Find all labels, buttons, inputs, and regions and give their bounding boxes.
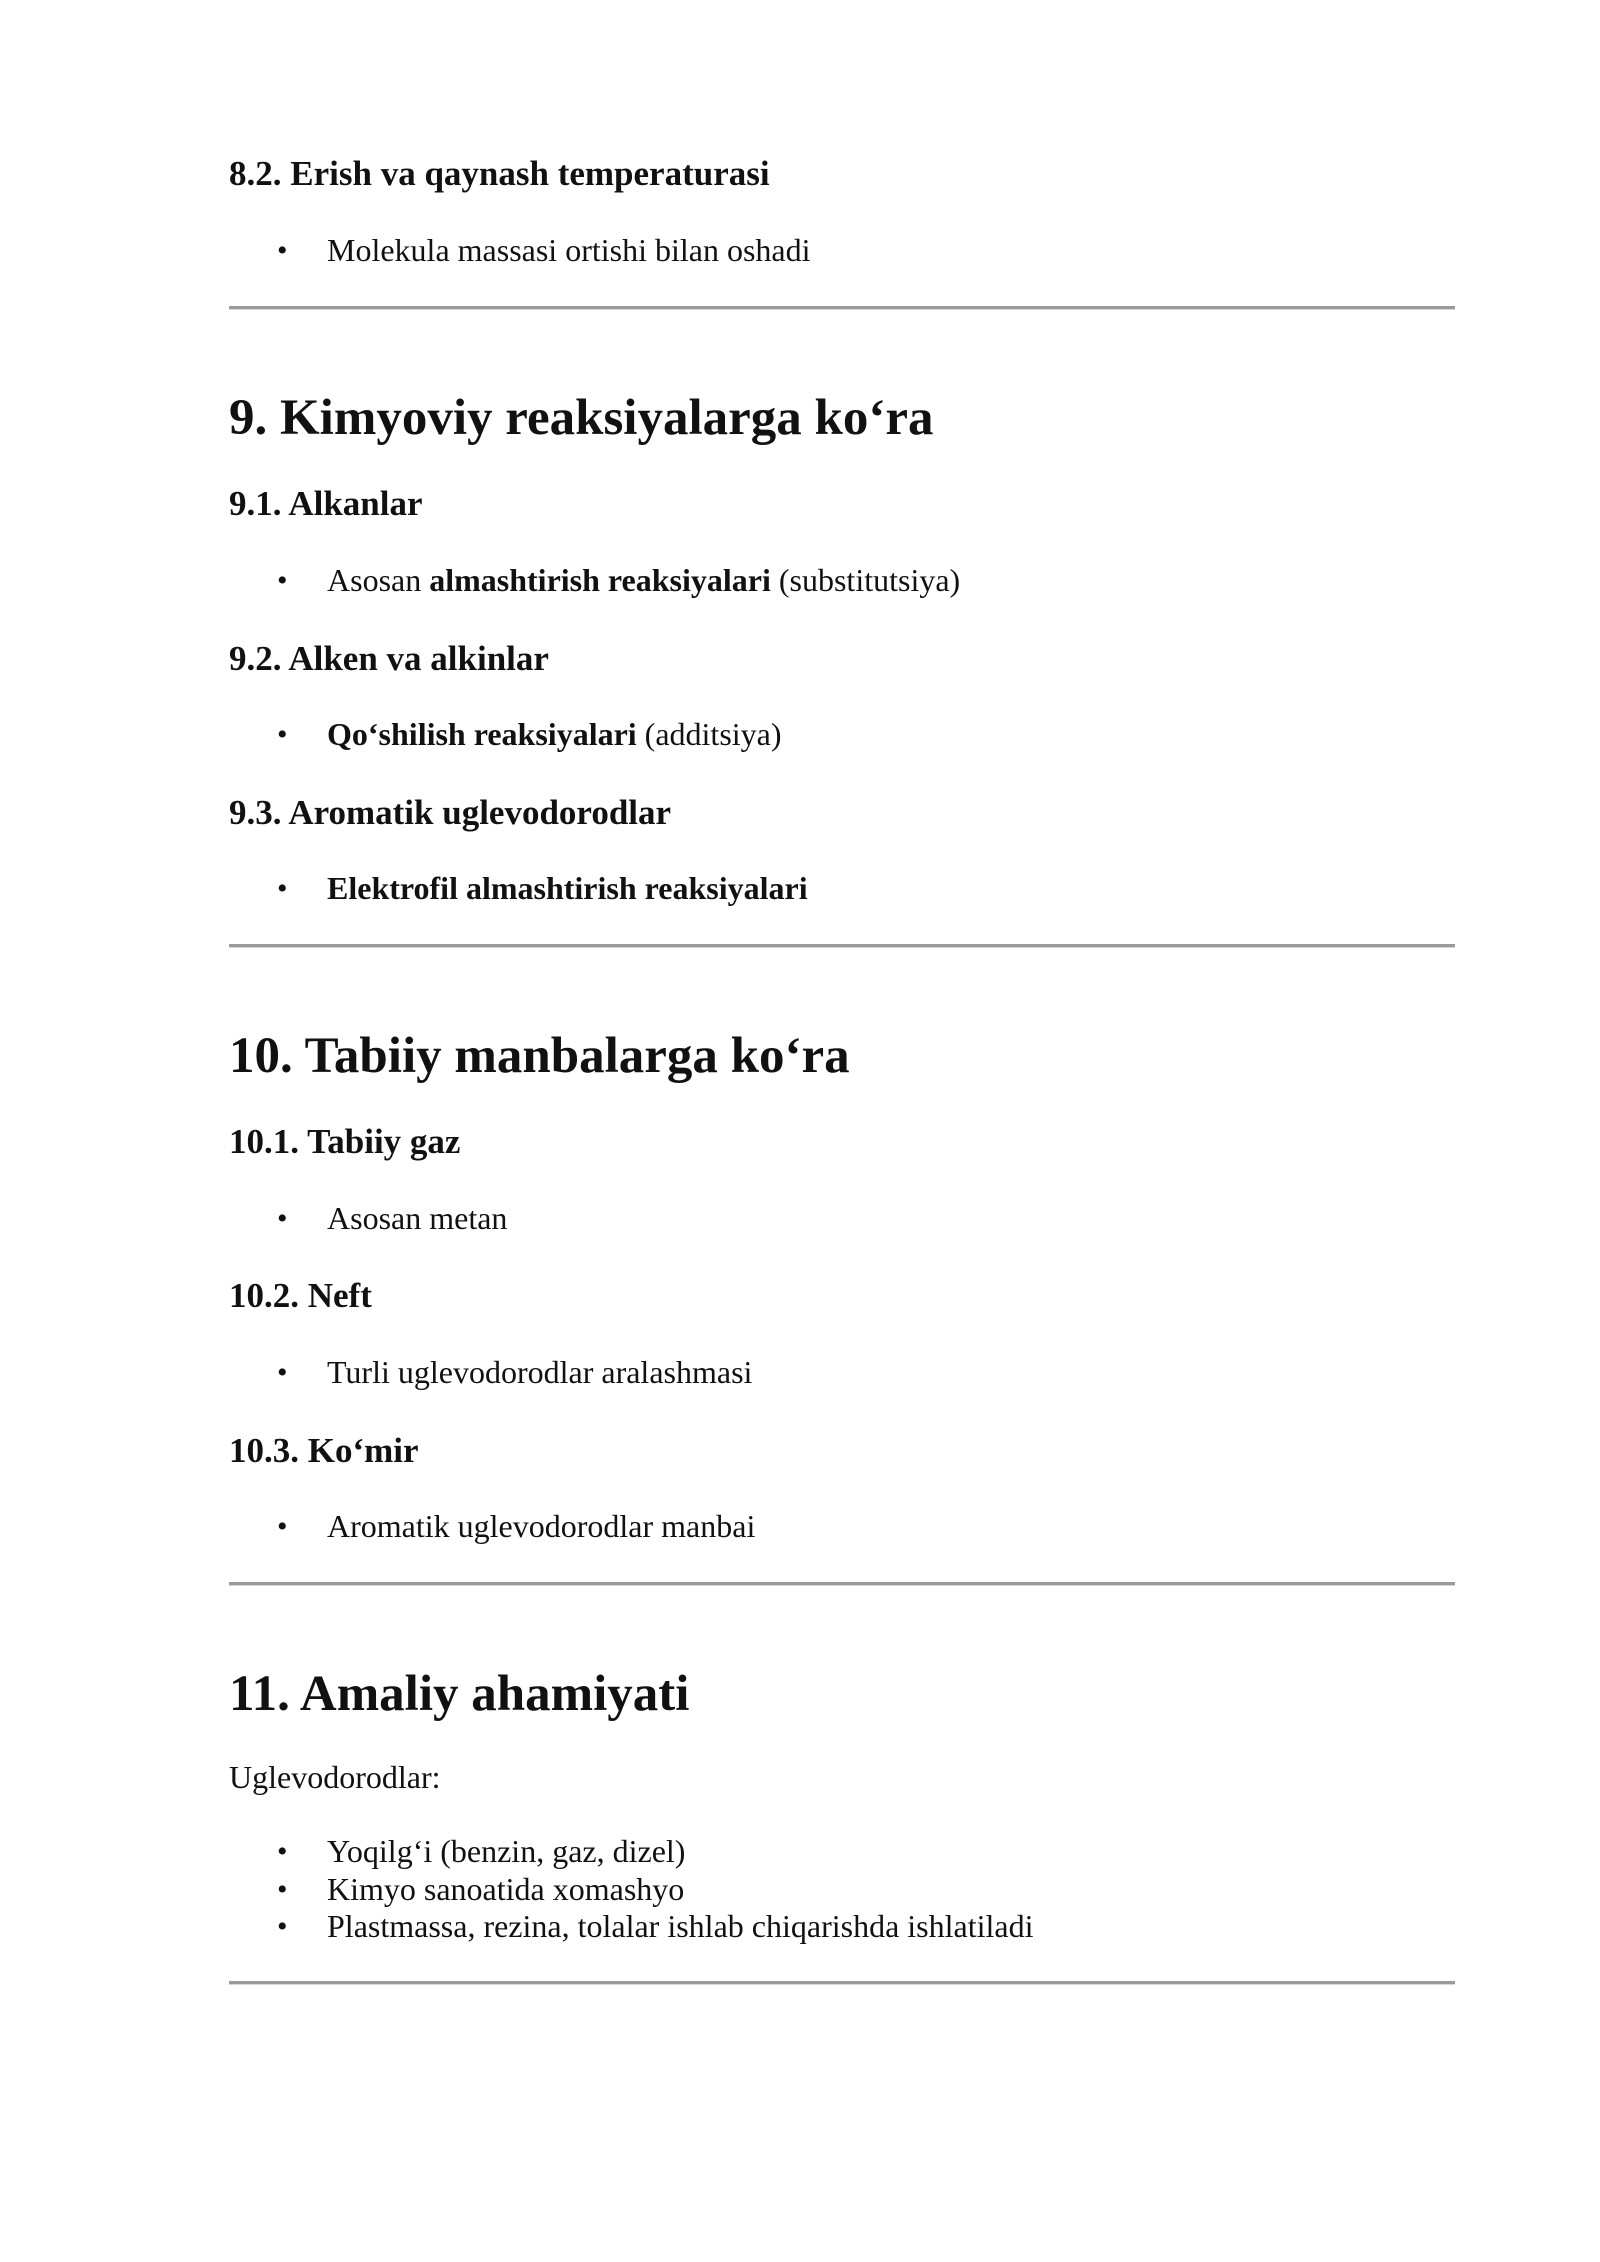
list-item: • Aromatik uglevodorodlar manbai <box>277 1508 756 1544</box>
bullet-icon: • <box>277 718 288 751</box>
section-9-1-list <box>229 562 960 600</box>
bullet-icon: • <box>277 872 288 905</box>
section-11-list <box>229 1833 1033 1946</box>
section-10-2-list <box>229 1354 752 1392</box>
bullet-icon: • <box>277 1872 288 1906</box>
section-9-heading: 9. Kimyoviy reaksiyalarga ko‘ra <box>229 390 934 446</box>
section-divider <box>229 306 1455 310</box>
list-item: • Elektrofil almashtirish reaksiyalari <box>277 870 808 906</box>
section-9-3-heading: 9.3. Aromatik uglevodorodlar <box>229 793 672 832</box>
section-9-3-list <box>229 870 808 908</box>
section-10-heading: 10. Tabiiy manbalarga ko‘ra <box>229 1028 850 1084</box>
section-divider <box>229 1981 1455 1985</box>
section-9-1-heading: 9.1. Alkanlar <box>229 484 423 523</box>
list-item: • Yoqilg‘i (benzin, gaz, dizel) <box>277 1833 686 1869</box>
bullet-icon: • <box>277 1356 288 1389</box>
section-10-3-list <box>229 1508 755 1546</box>
section-11-intro: Uglevodorodlar: <box>229 1759 441 1795</box>
section-9-2-list <box>229 716 782 754</box>
list-item: • Asosan almashtirish reaksiyalari (substitutsiya) <box>277 562 961 598</box>
bullet-icon: • <box>277 1510 288 1543</box>
bullet-icon: • <box>277 564 288 597</box>
section-8-2-heading: 8.2. Erish va qaynash temperaturasi <box>229 154 770 193</box>
bullet-icon: • <box>277 1202 288 1235</box>
section-8-2-list <box>229 232 811 270</box>
section-10-1-heading: 10.1. Tabiiy gaz <box>229 1122 461 1161</box>
bullet-icon: • <box>277 1910 288 1943</box>
bullet-icon: • <box>277 1835 288 1868</box>
section-10-3-heading: 10.3. Ko‘mir <box>229 1431 419 1470</box>
list-item: • Asosan metan <box>277 1200 508 1236</box>
list-item: • Molekula massasi ortishi bilan oshadi <box>277 232 811 268</box>
section-divider <box>229 1582 1455 1586</box>
section-10-2-heading: 10.2. Neft <box>229 1276 372 1315</box>
list-item: • Plastmassa, rezina, tolalar ishlab chiqarishda ishlatiladi <box>277 1908 1034 1944</box>
list-item: • Kimyo sanoatida xomashyo <box>277 1870 685 1907</box>
bullet-icon: • <box>277 234 288 267</box>
list-item: • Turli uglevodorodlar aralashmasi <box>277 1354 753 1390</box>
section-9-2-heading: 9.2. Alken va alkinlar <box>229 639 549 678</box>
section-11-heading: 11. Amaliy ahamiyati <box>229 1666 690 1722</box>
list-item: • Qo‘shilish reaksiyalari (additsiya) <box>277 716 782 752</box>
section-divider <box>229 944 1455 948</box>
section-10-1-list <box>229 1200 507 1238</box>
